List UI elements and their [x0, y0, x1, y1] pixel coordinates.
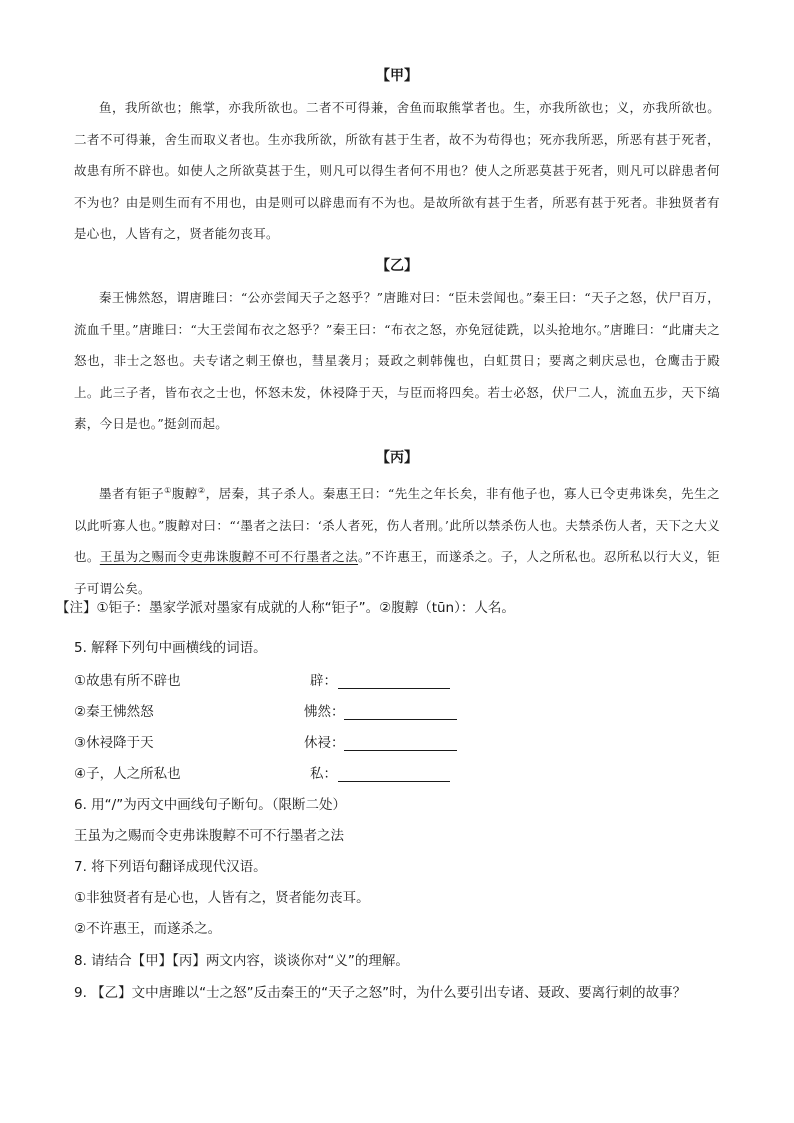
question-8-title: 8. 请结合【甲】【丙】两文内容，谈谈你对“义”的理解。: [74, 953, 409, 969]
item-sentence: ③休祲降于天: [74, 735, 154, 751]
passage-bing-name: 腹䵍: [171, 486, 198, 502]
passage-jia-text: [74, 92, 720, 250]
question-9-title: 9. 【乙】文中唐雎以“士之怒”反击秦王的“天子之怒”时，为什么要引出专诸、聂政、要离行刺的故事？: [74, 985, 687, 1001]
item-word: 怫然：: [304, 704, 345, 720]
passage-bing-text-start: 墨者有钜子: [99, 486, 165, 502]
question-7-title: 7. 将下列语句翻译成现代汉语。: [74, 859, 267, 875]
passage-bing-text-end: 。”不许惠王，而遂杀之。子，人之所私也。忍所私以行大义，钜子可谓公矣。: [74, 549, 720, 596]
item-word: 辟：: [310, 673, 337, 689]
item-word: 私：: [310, 766, 337, 782]
passage-bing-text: [74, 475, 720, 604]
passage-jia-heading: 【甲】: [376, 68, 418, 84]
underlined-sentence: 王虽为之赐而令吏弗诛腹䵍不可不行墨者之法: [99, 549, 359, 565]
passage-yi-paragraph: 秦王怫然怒，谓唐雎曰：“公亦尝闻天子之怒乎？”唐雎对曰：“臣未尝闻也。”秦王曰：“天子之怒，伏尸百万，流血千里。”唐雎曰：“大王尝闻布衣之怒乎？”秦王曰：“布衣之怒，亦免冠徒跣，以头抢地尔。”唐雎曰：“此庸夫之怒也，非士之怒也。夫专诸之刺王僚也，彗星袭月；聂政之刺韩傀也，白虹贯日；要离之刺庆忌也，仓鹰击于殿上。此三子者，皆布衣之士也，怀怒未发，休祲降于天，与臣而将四矣。若士必怒，伏尸二人，流血五步，天下缟素，今日是也。”挺剑而起。: [74, 290, 720, 431]
footnote-marker-2: ②: [197, 486, 206, 495]
passage-yi-text: [74, 282, 720, 440]
question-6-title: 6. 用“/”为丙文中画线句子断句。（限断二处）: [74, 797, 346, 813]
passage-jia-paragraph: 鱼，我所欲也；熊掌，亦我所欲也。二者不可得兼，舍鱼而取熊掌者也。生，亦我所欲也；义，亦我所欲也。二者不可得兼，舍生而取义者也。生亦我所欲，所欲有甚于生者，故不为苟得也；死亦我所恶，所恶有甚于死者，故患有所不辟也。如使人之所欲莫甚于生，则凡可以得生者何不用也？使人之所恶莫甚于死者，则凡可以辟患者何不为也？由是则生而有不用也，由是则可以辟患而有不为也。是故所欲有甚于生者，所恶有甚于死者。非独贤者有是心也，人皆有之，贤者能勿丧耳。: [74, 100, 720, 241]
passage-bing-text-mid: ，居秦，其子杀人。秦惠王曰：“先生之年长矣，非有他子也，寡人已令吏弗诛矣，先生之以此听寡人也。”腹䵍对曰：“‘墨者之法曰：‘杀人者死，伤人者刑。’此所以禁杀伤人也。夫禁杀伤人者，天下之大义也。: [74, 486, 720, 565]
question-5-title: 5. 解释下列句中画横线的词语。: [74, 640, 267, 656]
question-6-sentence: 王虽为之赐而令吏弗诛腹䵍不可不行墨者之法: [74, 828, 344, 844]
answer-blank[interactable]: [338, 688, 450, 689]
item-sentence: ①故患有所不辟也: [74, 673, 181, 689]
passage-bing-heading: 【丙】: [376, 450, 418, 466]
answer-blank[interactable]: [338, 781, 450, 782]
answer-blank[interactable]: [344, 719, 457, 720]
question-7-item: ②不许惠王，而遂杀之。: [74, 921, 222, 937]
answer-blank[interactable]: [344, 750, 457, 751]
footnote-marker-1: ①: [164, 486, 172, 495]
item-sentence: ②秦王怫然怒: [74, 704, 154, 720]
question-7-item: ①非独贤者有是心也，人皆有之，贤者能勿丧耳。: [74, 890, 370, 906]
passage-bing-paragraph: [74, 475, 720, 604]
item-word: 休祲：: [304, 735, 345, 751]
passage-yi-heading: 【乙】: [376, 258, 418, 274]
footnote: 【注】①钜子：墨家学派对墨家有成就的人称“钜子”。②腹䵍（tūn）：人名。: [56, 600, 515, 616]
item-sentence: ④子，人之所私也: [74, 766, 181, 782]
